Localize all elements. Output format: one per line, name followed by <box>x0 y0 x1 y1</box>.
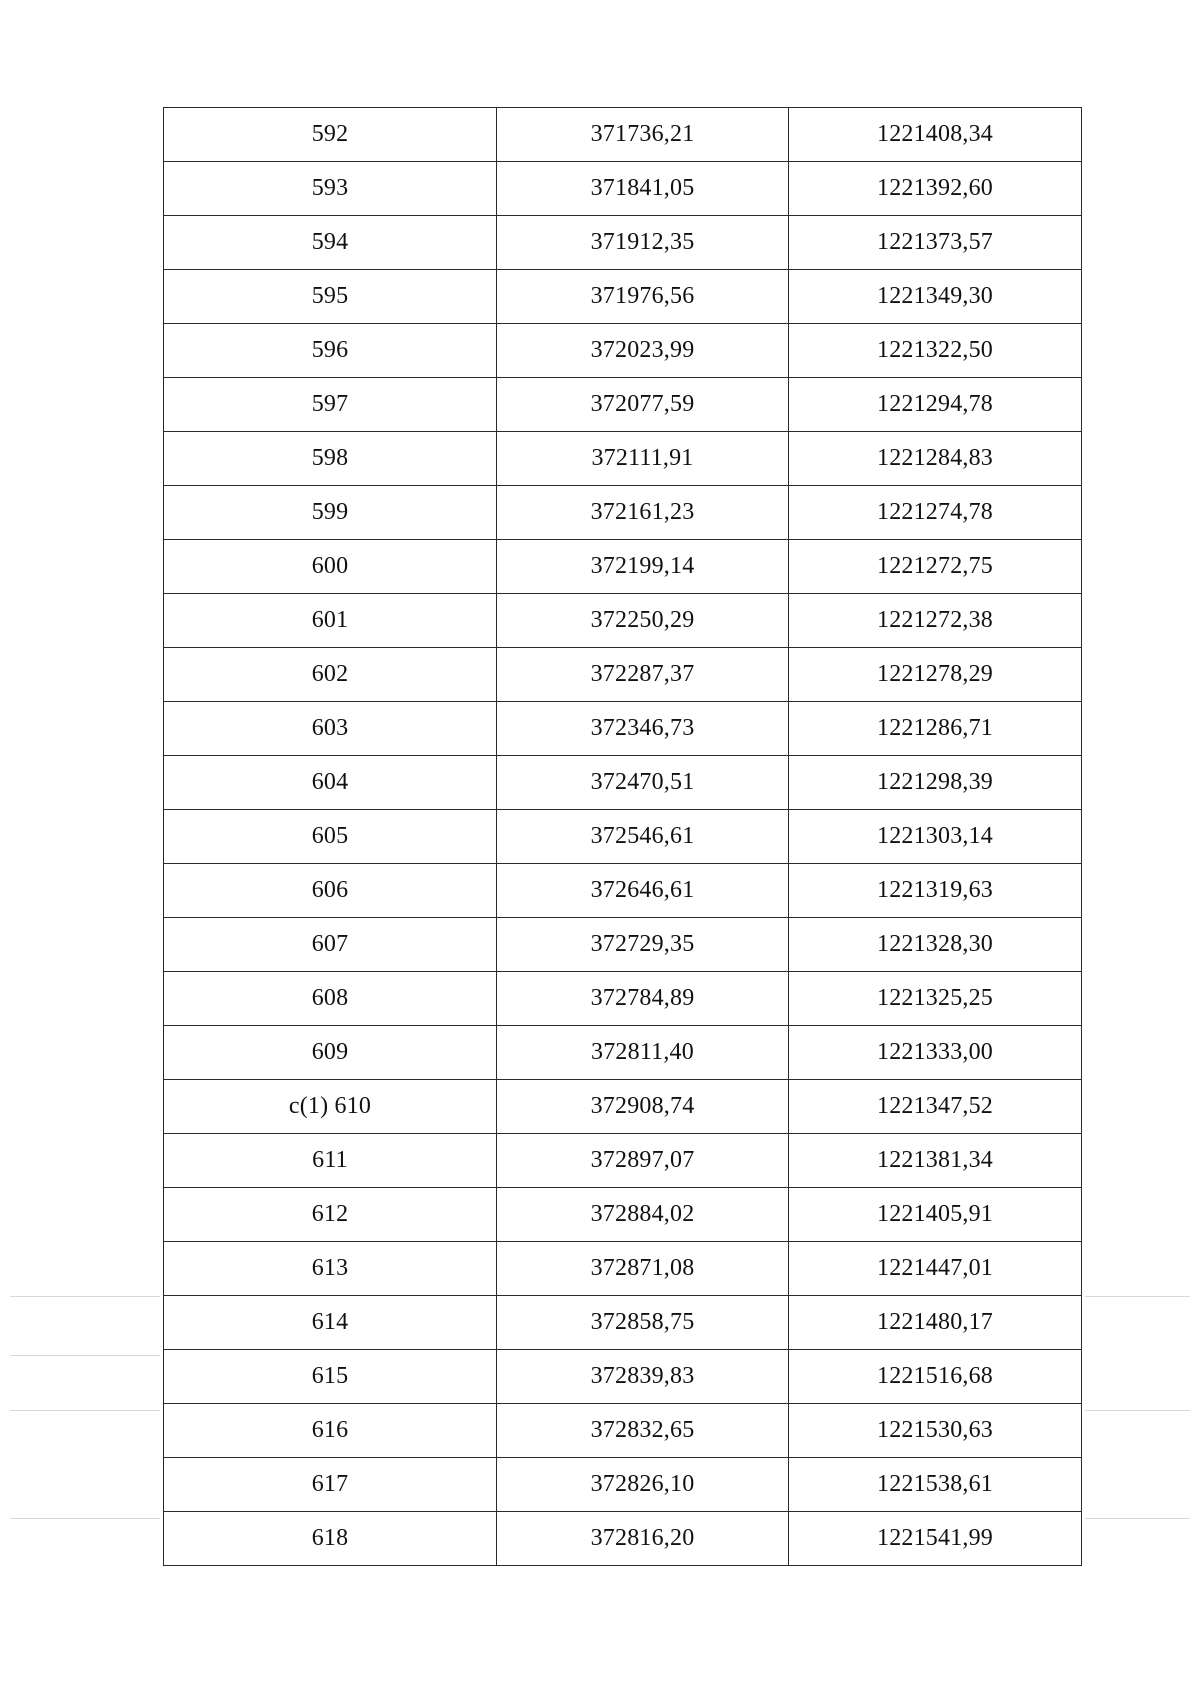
table-row <box>164 486 1082 540</box>
y-coordinate-cell: 1221294,78 <box>789 378 1082 432</box>
point-number-cell: 596 <box>164 324 497 378</box>
point-number-cell: 614 <box>164 1296 497 1350</box>
table-row <box>164 1296 1082 1350</box>
point-number-cell: 617 <box>164 1458 497 1512</box>
table-row <box>164 1026 1082 1080</box>
x-coordinate-cell: 372826,10 <box>497 1458 789 1512</box>
point-number-cell: 615 <box>164 1350 497 1404</box>
y-coordinate-cell: 1221278,29 <box>789 648 1082 702</box>
table-row <box>164 918 1082 972</box>
y-coordinate-cell: 1221373,57 <box>789 216 1082 270</box>
y-coordinate-cell: 1221286,71 <box>789 702 1082 756</box>
y-coordinate-cell: 1221408,34 <box>789 108 1082 162</box>
y-coordinate-cell: 1221272,38 <box>789 594 1082 648</box>
point-number-cell: 611 <box>164 1134 497 1188</box>
point-number-cell: 613 <box>164 1242 497 1296</box>
y-coordinate-cell: 1221274,78 <box>789 486 1082 540</box>
y-coordinate-cell: 1221516,68 <box>789 1350 1082 1404</box>
point-number-cell: 604 <box>164 756 497 810</box>
x-coordinate-cell: 372729,35 <box>497 918 789 972</box>
table-row <box>164 432 1082 486</box>
y-coordinate-cell: 1221298,39 <box>789 756 1082 810</box>
scan-artifact-line <box>10 1518 160 1519</box>
y-coordinate-cell: 1221303,14 <box>789 810 1082 864</box>
y-coordinate-cell: 1221541,99 <box>789 1512 1082 1566</box>
table-row <box>164 324 1082 378</box>
table-row <box>164 1242 1082 1296</box>
point-number-cell: 592 <box>164 108 497 162</box>
x-coordinate-cell: 371976,56 <box>497 270 789 324</box>
x-coordinate-cell: 372816,20 <box>497 1512 789 1566</box>
point-number-cell: 593 <box>164 162 497 216</box>
x-coordinate-cell: 372346,73 <box>497 702 789 756</box>
x-coordinate-cell: 372077,59 <box>497 378 789 432</box>
table-row <box>164 1350 1082 1404</box>
point-number-cell: 612 <box>164 1188 497 1242</box>
x-coordinate-cell: 372161,23 <box>497 486 789 540</box>
table-row <box>164 756 1082 810</box>
coordinates-table <box>163 107 1082 1566</box>
point-number-cell: 598 <box>164 432 497 486</box>
scan-artifact-line <box>10 1296 160 1297</box>
point-number-cell: 595 <box>164 270 497 324</box>
y-coordinate-cell: 1221272,75 <box>789 540 1082 594</box>
table-row <box>164 810 1082 864</box>
x-coordinate-cell: 372287,37 <box>497 648 789 702</box>
table-row <box>164 1188 1082 1242</box>
y-coordinate-cell: 1221405,91 <box>789 1188 1082 1242</box>
point-number-cell: 594 <box>164 216 497 270</box>
point-number-cell: c(1) 610 <box>164 1080 497 1134</box>
x-coordinate-cell: 372023,99 <box>497 324 789 378</box>
scan-artifact-line <box>1085 1296 1190 1297</box>
table-row <box>164 702 1082 756</box>
x-coordinate-cell: 372897,07 <box>497 1134 789 1188</box>
x-coordinate-cell: 372646,61 <box>497 864 789 918</box>
table-row <box>164 594 1082 648</box>
x-coordinate-cell: 372199,14 <box>497 540 789 594</box>
point-number-cell: 599 <box>164 486 497 540</box>
x-coordinate-cell: 372832,65 <box>497 1404 789 1458</box>
x-coordinate-cell: 372546,61 <box>497 810 789 864</box>
y-coordinate-cell: 1221381,34 <box>789 1134 1082 1188</box>
y-coordinate-cell: 1221530,63 <box>789 1404 1082 1458</box>
x-coordinate-cell: 372470,51 <box>497 756 789 810</box>
x-coordinate-cell: 372111,91 <box>497 432 789 486</box>
x-coordinate-cell: 371912,35 <box>497 216 789 270</box>
scan-artifact-line <box>1085 1518 1190 1519</box>
point-number-cell: 606 <box>164 864 497 918</box>
point-number-cell: 603 <box>164 702 497 756</box>
y-coordinate-cell: 1221480,17 <box>789 1296 1082 1350</box>
table-row <box>164 162 1082 216</box>
x-coordinate-cell: 371736,21 <box>497 108 789 162</box>
point-number-cell: 600 <box>164 540 497 594</box>
y-coordinate-cell: 1221392,60 <box>789 162 1082 216</box>
scan-artifact-line <box>10 1410 160 1411</box>
point-number-cell: 607 <box>164 918 497 972</box>
x-coordinate-cell: 372784,89 <box>497 972 789 1026</box>
point-number-cell: 605 <box>164 810 497 864</box>
y-coordinate-cell: 1221538,61 <box>789 1458 1082 1512</box>
coordinates-table-body <box>164 108 1082 1566</box>
table-row <box>164 972 1082 1026</box>
point-number-cell: 616 <box>164 1404 497 1458</box>
x-coordinate-cell: 371841,05 <box>497 162 789 216</box>
y-coordinate-cell: 1221333,00 <box>789 1026 1082 1080</box>
point-number-cell: 609 <box>164 1026 497 1080</box>
table-row <box>164 108 1082 162</box>
table-row <box>164 1134 1082 1188</box>
y-coordinate-cell: 1221319,63 <box>789 864 1082 918</box>
y-coordinate-cell: 1221325,25 <box>789 972 1082 1026</box>
table-row <box>164 1512 1082 1566</box>
y-coordinate-cell: 1221349,30 <box>789 270 1082 324</box>
point-number-cell: 597 <box>164 378 497 432</box>
point-number-cell: 608 <box>164 972 497 1026</box>
table-row <box>164 216 1082 270</box>
y-coordinate-cell: 1221328,30 <box>789 918 1082 972</box>
point-number-cell: 602 <box>164 648 497 702</box>
y-coordinate-cell: 1221347,52 <box>789 1080 1082 1134</box>
x-coordinate-cell: 372871,08 <box>497 1242 789 1296</box>
scan-artifact-line <box>1085 1410 1190 1411</box>
table-row <box>164 378 1082 432</box>
x-coordinate-cell: 372908,74 <box>497 1080 789 1134</box>
x-coordinate-cell: 372884,02 <box>497 1188 789 1242</box>
table-row <box>164 1080 1082 1134</box>
table-row <box>164 1458 1082 1512</box>
x-coordinate-cell: 372250,29 <box>497 594 789 648</box>
point-number-cell: 618 <box>164 1512 497 1566</box>
y-coordinate-cell: 1221284,83 <box>789 432 1082 486</box>
y-coordinate-cell: 1221447,01 <box>789 1242 1082 1296</box>
table-row <box>164 864 1082 918</box>
table-row <box>164 540 1082 594</box>
y-coordinate-cell: 1221322,50 <box>789 324 1082 378</box>
x-coordinate-cell: 372811,40 <box>497 1026 789 1080</box>
table-row <box>164 648 1082 702</box>
x-coordinate-cell: 372839,83 <box>497 1350 789 1404</box>
table-row <box>164 270 1082 324</box>
point-number-cell: 601 <box>164 594 497 648</box>
scan-artifact-line <box>10 1355 160 1356</box>
x-coordinate-cell: 372858,75 <box>497 1296 789 1350</box>
table-row <box>164 1404 1082 1458</box>
